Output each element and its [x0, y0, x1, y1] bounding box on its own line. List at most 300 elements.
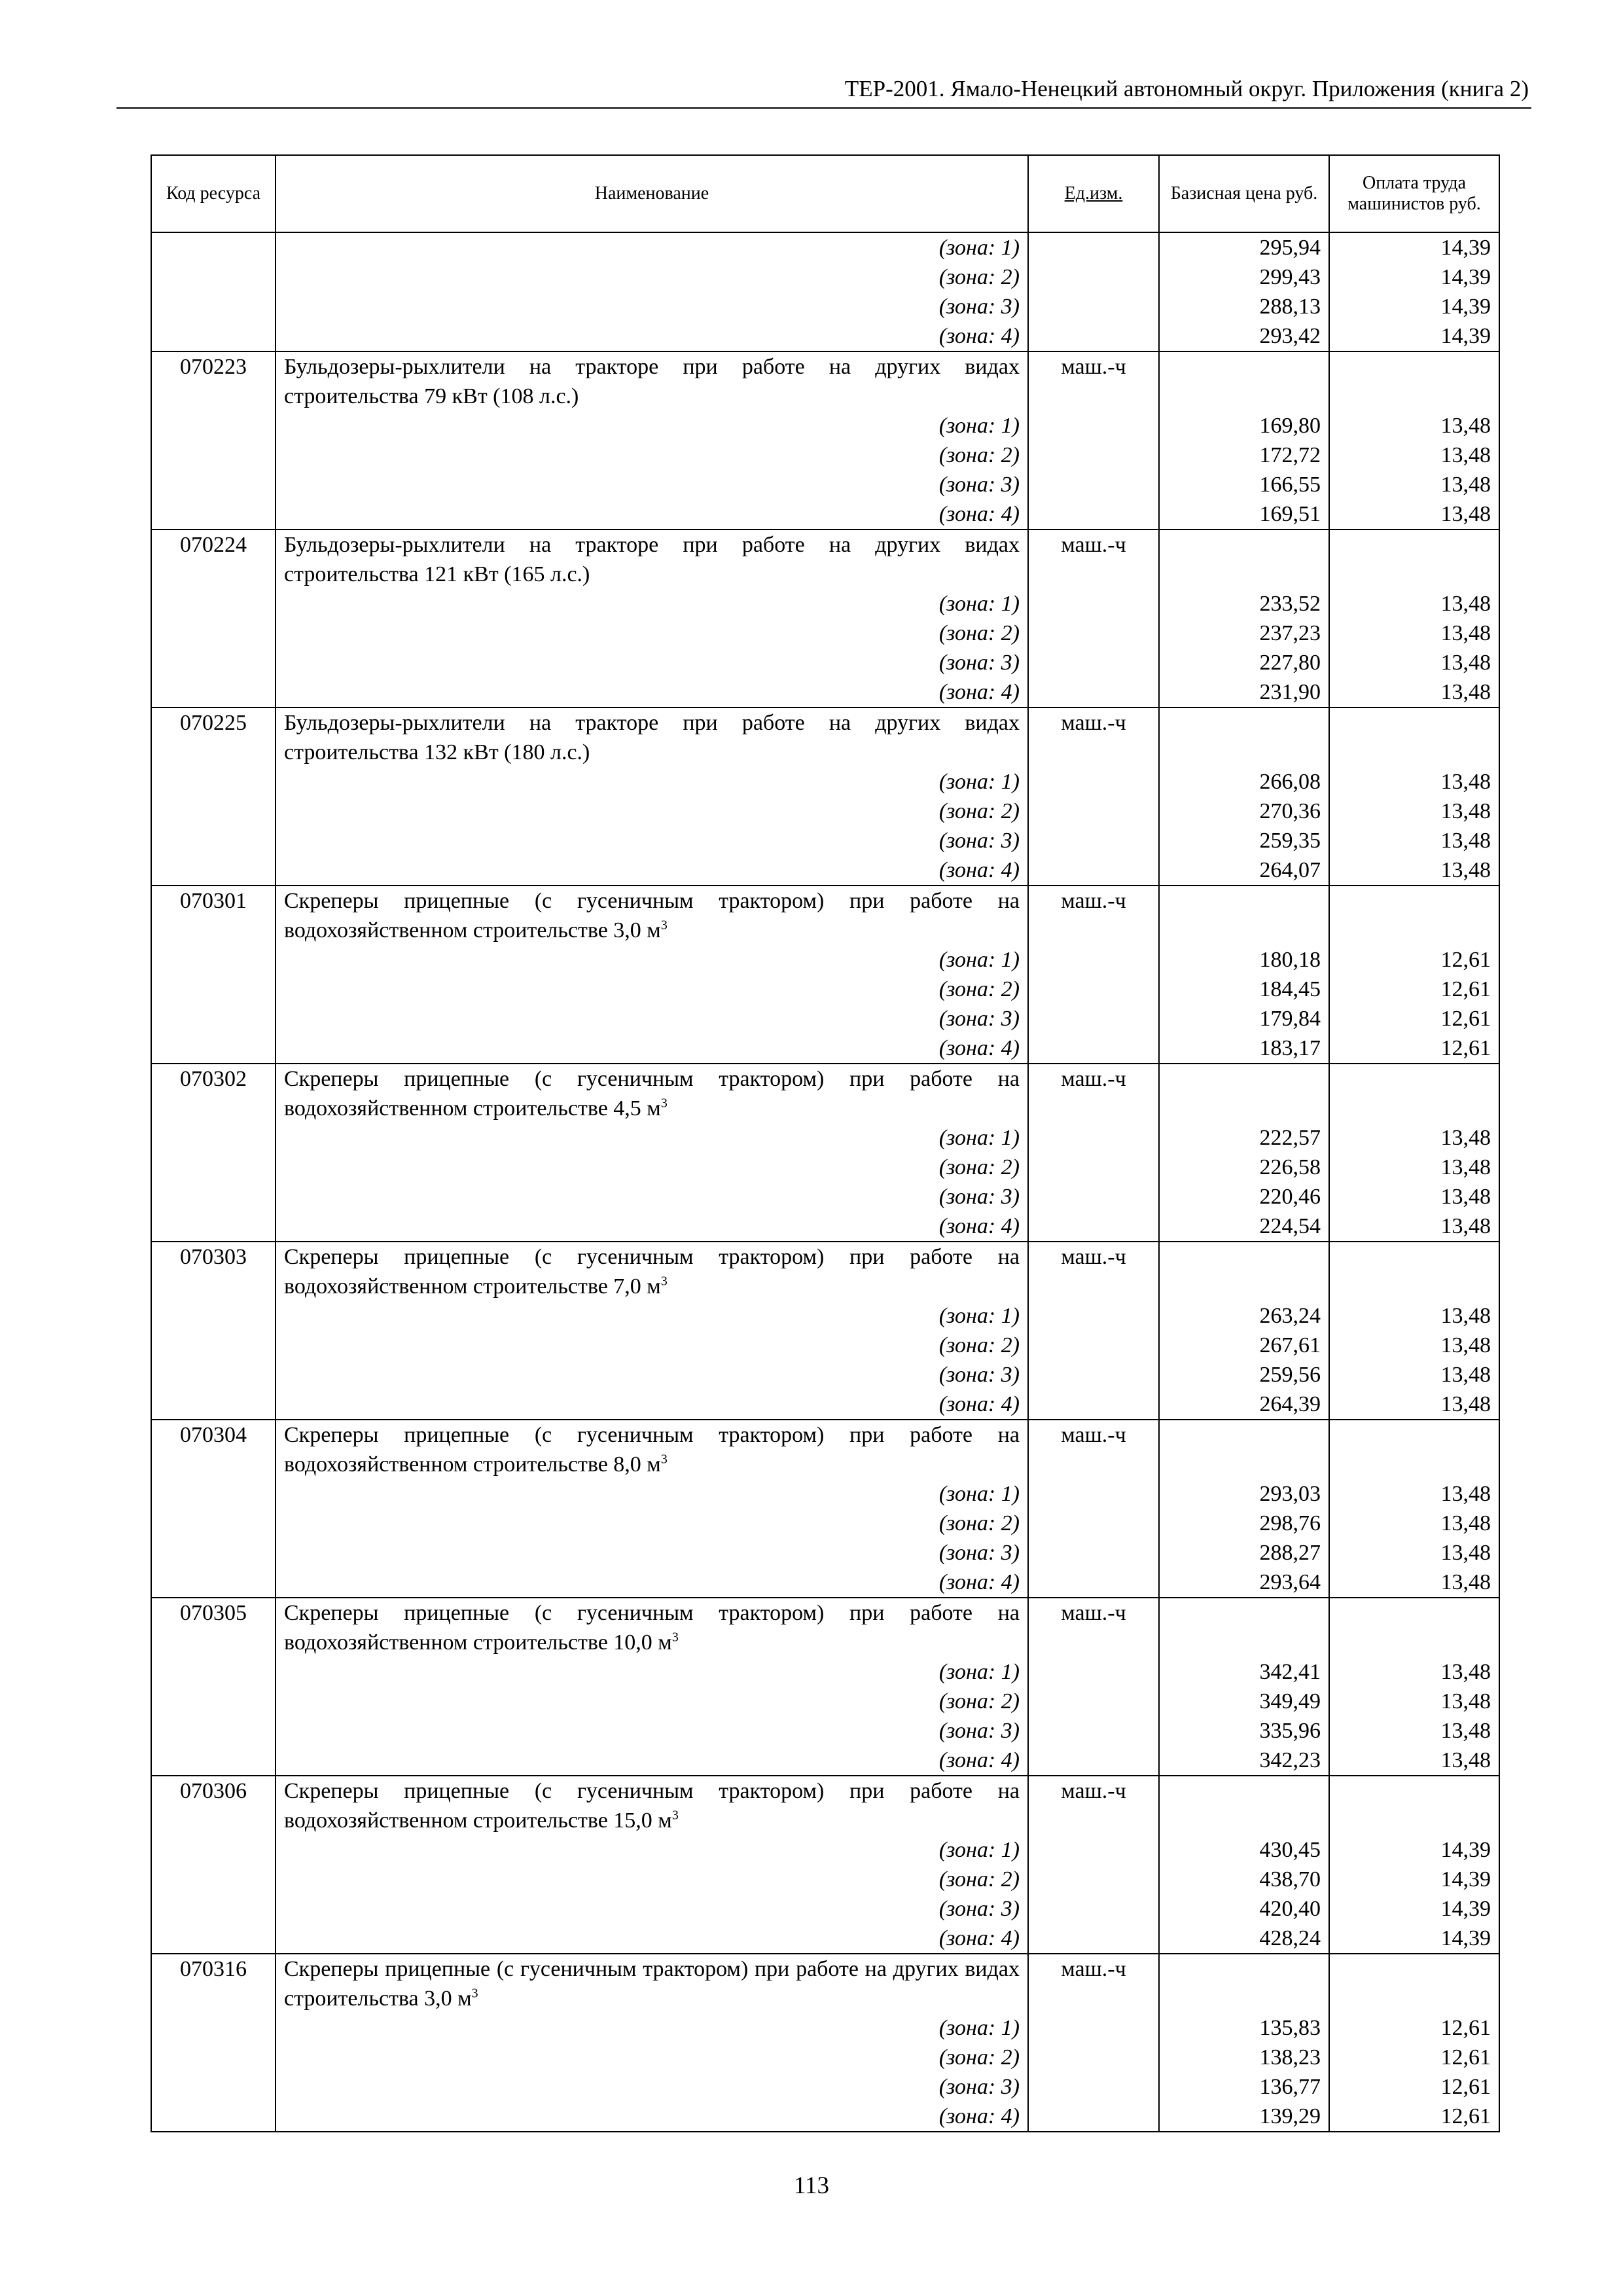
operator-wage: 13,48	[1329, 619, 1499, 648]
base-price: 288,27	[1159, 1538, 1329, 1568]
zone-label: (зона: 3)	[276, 470, 1028, 499]
resource-name	[276, 1242, 1028, 1301]
wage-cell-empty	[1329, 1598, 1499, 1657]
base-price: 259,35	[1159, 826, 1329, 855]
zone-label: (зона: 1)	[276, 411, 1028, 440]
zone-row	[151, 767, 1499, 797]
column-header-name: Наименование	[276, 155, 1028, 232]
operator-wage: 13,48	[1329, 1301, 1499, 1331]
column-header-wage: Оплата труда машинистов руб.	[1329, 155, 1499, 232]
zone-label: (зона: 3)	[276, 2072, 1028, 2102]
resource-name-text	[284, 886, 1020, 945]
table-row	[151, 1064, 1499, 1123]
code-cell-empty	[151, 262, 276, 292]
zone-row	[151, 1657, 1499, 1687]
operator-wage: 12,61	[1329, 945, 1499, 975]
resource-name-text	[284, 1064, 1020, 1123]
resource-name-words: Скреперы прицепные (с гусеничным трактором) при работе на водохозяйственном строительстве 10,0 м	[284, 1601, 1020, 1655]
operator-wage: 14,39	[1329, 292, 1499, 321]
zone-label: (зона: 1)	[276, 1835, 1028, 1865]
unit-cell-empty	[1028, 321, 1159, 351]
code-cell-empty	[151, 1568, 276, 1598]
resource-name	[276, 529, 1028, 589]
operator-wage: 12,61	[1329, 2102, 1499, 2132]
superscript: 3	[671, 1808, 679, 1823]
wage-cell-empty	[1329, 529, 1499, 589]
zone-label: (зона: 3)	[276, 1538, 1028, 1568]
resource-name-words: Скреперы прицепные (с гусеничным трактором) при работе на водохозяйственном строительстве 3,0 м	[284, 889, 1020, 942]
unit-cell-empty	[1028, 1390, 1159, 1420]
base-price: 180,18	[1159, 945, 1329, 975]
base-price: 293,42	[1159, 321, 1329, 351]
code-cell-empty	[151, 1182, 276, 1211]
zone-label: (зона: 1)	[276, 1657, 1028, 1687]
base-price: 179,84	[1159, 1004, 1329, 1033]
resource-name-words: Скреперы прицепные (с гусеничным трактором) при работе на водохозяйственном строительстве 7,0 м	[284, 1245, 1020, 1299]
operator-wage: 13,48	[1329, 648, 1499, 677]
zone-label: (зона: 2)	[276, 262, 1028, 292]
base-price: 139,29	[1159, 2102, 1329, 2132]
table-row	[151, 1420, 1499, 1479]
unit-cell-empty	[1028, 2102, 1159, 2132]
zone-row	[151, 1568, 1499, 1598]
base-price: 288,13	[1159, 292, 1329, 321]
resource-name-text	[284, 708, 1020, 767]
unit-header-label: Ед.изм.	[1064, 183, 1123, 204]
code-cell-empty	[151, 767, 276, 797]
operator-wage: 14,39	[1329, 262, 1499, 292]
resource-name-text	[284, 1954, 1020, 2013]
resource-name	[276, 1776, 1028, 1835]
unit-cell-empty	[1028, 1123, 1159, 1153]
operator-wage: 13,48	[1329, 1568, 1499, 1598]
unit-cell-empty	[1028, 470, 1159, 499]
base-price: 342,23	[1159, 1746, 1329, 1776]
resource-name-text	[284, 1776, 1020, 1835]
base-price: 299,43	[1159, 262, 1329, 292]
zone-row	[151, 1033, 1499, 1064]
unit-cell-empty	[1028, 440, 1159, 470]
base-price: 172,72	[1159, 440, 1329, 470]
base-price: 270,36	[1159, 797, 1329, 826]
zone-label: (зона: 4)	[276, 1390, 1028, 1420]
unit-cell-empty	[1028, 262, 1159, 292]
base-price: 264,07	[1159, 855, 1329, 886]
code-cell-empty	[151, 1865, 276, 1894]
zone-row	[151, 1479, 1499, 1509]
page-number: 113	[793, 2172, 830, 2199]
zone-row	[151, 797, 1499, 826]
zone-label: (зона: 4)	[276, 677, 1028, 708]
unit-cell-empty	[1028, 1835, 1159, 1865]
operator-wage: 14,39	[1329, 1865, 1499, 1894]
price-cell-empty	[1159, 1242, 1329, 1301]
zone-row	[151, 321, 1499, 351]
resource-name	[276, 708, 1028, 767]
zone-label: (зона: 3)	[276, 1716, 1028, 1746]
zone-row	[151, 1360, 1499, 1390]
unit-cell-empty	[1028, 767, 1159, 797]
table-header-row	[151, 155, 1499, 232]
code-cell-empty	[151, 321, 276, 351]
zone-row	[151, 1894, 1499, 1924]
base-price: 420,40	[1159, 1894, 1329, 1924]
base-price: 227,80	[1159, 648, 1329, 677]
base-price: 136,77	[1159, 2072, 1329, 2102]
code-cell-empty	[151, 292, 276, 321]
zone-row	[151, 589, 1499, 619]
resource-name	[276, 1598, 1028, 1657]
zone-row	[151, 1390, 1499, 1420]
wage-cell-empty	[1329, 708, 1499, 767]
operator-wage: 12,61	[1329, 2072, 1499, 2102]
zone-row	[151, 975, 1499, 1004]
unit-cell-empty	[1028, 1746, 1159, 1776]
unit-cell-empty	[1028, 1894, 1159, 1924]
code-cell-empty	[151, 855, 276, 886]
zone-label: (зона: 3)	[276, 292, 1028, 321]
code-cell-empty	[151, 1894, 276, 1924]
base-price: 342,41	[1159, 1657, 1329, 1687]
resource-name-words: Скреперы прицепные (с гусеничным трактором) при работе на водохозяйственном строительстве 4,5 м	[284, 1067, 1020, 1121]
zone-label: (зона: 3)	[276, 1360, 1028, 1390]
base-price: 220,46	[1159, 1182, 1329, 1211]
zone-row	[151, 1538, 1499, 1568]
operator-wage: 13,48	[1329, 470, 1499, 499]
operator-wage: 13,48	[1329, 797, 1499, 826]
resource-name	[276, 351, 1028, 411]
operator-wage: 12,61	[1329, 2013, 1499, 2043]
unit-of-measure: маш.-ч	[1028, 1064, 1159, 1123]
code-cell-empty	[151, 1033, 276, 1064]
unit-cell-empty	[1028, 1033, 1159, 1064]
operator-wage: 13,48	[1329, 1360, 1499, 1390]
resource-name-words: Скреперы прицепные (с гусеничным трактором) при работе на водохозяйственном строительстве 8,0 м	[284, 1423, 1020, 1477]
price-cell-empty	[1159, 529, 1329, 589]
superscript: 3	[660, 1096, 668, 1111]
unit-cell-empty	[1028, 2013, 1159, 2043]
zone-label: (зона: 2)	[276, 1153, 1028, 1182]
wage-cell-empty	[1329, 1954, 1499, 2013]
unit-cell-empty	[1028, 826, 1159, 855]
zone-row	[151, 1123, 1499, 1153]
unit-cell-empty	[1028, 1716, 1159, 1746]
zone-row	[151, 1746, 1499, 1776]
base-price: 428,24	[1159, 1924, 1329, 1954]
resource-name-words: Бульдозеры-рыхлители на тракторе при работе на других видах строительства 79 кВт (108 л.с.)	[284, 355, 1020, 408]
zone-label: (зона: 3)	[276, 1894, 1028, 1924]
operator-wage: 14,39	[1329, 1835, 1499, 1865]
superscript: 3	[660, 1452, 668, 1467]
zone-label: (зона: 4)	[276, 499, 1028, 529]
zone-row	[151, 2072, 1499, 2102]
base-price: 430,45	[1159, 1835, 1329, 1865]
unit-cell-empty	[1028, 1360, 1159, 1390]
base-price: 222,57	[1159, 1123, 1329, 1153]
unit-of-measure: маш.-ч	[1028, 886, 1159, 945]
code-cell-empty	[151, 2102, 276, 2132]
resource-code: 070304	[151, 1420, 276, 1479]
zone-label: (зона: 1)	[276, 2013, 1028, 2043]
operator-wage: 14,39	[1329, 1924, 1499, 1954]
zone-row	[151, 1716, 1499, 1746]
code-cell-empty	[151, 1360, 276, 1390]
wage-cell-empty	[1329, 886, 1499, 945]
unit-cell-empty	[1028, 1865, 1159, 1894]
base-price: 138,23	[1159, 2043, 1329, 2072]
code-cell-empty	[151, 2013, 276, 2043]
operator-wage: 12,61	[1329, 1004, 1499, 1033]
operator-wage: 13,48	[1329, 1746, 1499, 1776]
unit-of-measure: маш.-ч	[1028, 529, 1159, 589]
zone-row	[151, 2102, 1499, 2132]
zone-label: (зона: 1)	[276, 767, 1028, 797]
code-cell-empty	[151, 589, 276, 619]
unit-cell-empty	[1028, 1657, 1159, 1687]
operator-wage: 13,48	[1329, 767, 1499, 797]
superscript: 3	[671, 1630, 679, 1645]
operator-wage: 14,39	[1329, 321, 1499, 351]
unit-cell-empty	[1028, 1568, 1159, 1598]
unit-cell-empty	[1028, 411, 1159, 440]
wage-cell-empty	[1329, 1242, 1499, 1301]
code-cell-empty	[151, 648, 276, 677]
operator-wage: 13,48	[1329, 677, 1499, 708]
zone-label: (зона: 1)	[276, 589, 1028, 619]
price-cell-empty	[1159, 1954, 1329, 2013]
base-price: 226,58	[1159, 1153, 1329, 1182]
table-body	[151, 232, 1499, 2132]
unit-cell-empty	[1028, 1004, 1159, 1033]
table-row	[151, 708, 1499, 767]
zone-label: (зона: 2)	[276, 1331, 1028, 1360]
base-price: 233,52	[1159, 589, 1329, 619]
unit-cell-empty	[1028, 945, 1159, 975]
code-cell-empty	[151, 411, 276, 440]
unit-cell-empty	[1028, 1211, 1159, 1242]
operator-wage: 13,48	[1329, 1716, 1499, 1746]
code-cell-empty	[151, 470, 276, 499]
resource-name	[276, 1420, 1028, 1479]
code-cell-empty	[151, 1211, 276, 1242]
wage-cell-empty	[1329, 1420, 1499, 1479]
zone-row	[151, 1211, 1499, 1242]
table-row	[151, 351, 1499, 411]
operator-wage: 13,48	[1329, 411, 1499, 440]
resource-code: 070301	[151, 886, 276, 945]
zone-row	[151, 470, 1499, 499]
operator-wage: 13,48	[1329, 1509, 1499, 1538]
zone-row	[151, 619, 1499, 648]
zone-row	[151, 677, 1499, 708]
unit-cell-empty	[1028, 797, 1159, 826]
code-cell-empty	[151, 1746, 276, 1776]
base-price: 183,17	[1159, 1033, 1329, 1064]
column-header-price: Базисная цена руб.	[1159, 155, 1329, 232]
code-cell-empty	[151, 2043, 276, 2072]
code-cell-empty	[151, 1538, 276, 1568]
unit-cell-empty	[1028, 1687, 1159, 1716]
zone-row	[151, 1687, 1499, 1716]
zone-label: (зона: 4)	[276, 1746, 1028, 1776]
zone-label: (зона: 2)	[276, 440, 1028, 470]
base-price: 259,56	[1159, 1360, 1329, 1390]
unit-cell-empty	[1028, 677, 1159, 708]
wage-cell-empty	[1329, 1064, 1499, 1123]
column-header-code: Код ресурса	[151, 155, 276, 232]
zone-row	[151, 826, 1499, 855]
unit-of-measure: маш.-ч	[1028, 1420, 1159, 1479]
base-price: 169,51	[1159, 499, 1329, 529]
unit-of-measure: маш.-ч	[1028, 708, 1159, 767]
code-cell-empty	[151, 1123, 276, 1153]
zone-label: (зона: 1)	[276, 1301, 1028, 1331]
table-row	[151, 1954, 1499, 2013]
operator-wage: 12,61	[1329, 975, 1499, 1004]
resource-name-words: Скреперы прицепные (с гусеничным трактором) при работе на водохозяйственном строительстве 15,0 м	[284, 1779, 1020, 1833]
zone-label: (зона: 2)	[276, 1865, 1028, 1894]
resource-name-text	[284, 1242, 1020, 1301]
table-row	[151, 886, 1499, 945]
wage-cell-empty	[1329, 1776, 1499, 1835]
base-price: 224,54	[1159, 1211, 1329, 1242]
operator-wage: 13,48	[1329, 826, 1499, 855]
unit-cell-empty	[1028, 2072, 1159, 2102]
zone-row	[151, 855, 1499, 886]
operator-wage: 13,48	[1329, 1123, 1499, 1153]
resource-code: 070303	[151, 1242, 276, 1301]
code-cell-empty	[151, 1301, 276, 1331]
code-cell-empty	[151, 826, 276, 855]
base-price: 135,83	[1159, 2013, 1329, 2043]
base-price: 293,03	[1159, 1479, 1329, 1509]
unit-cell-empty	[1028, 1153, 1159, 1182]
operator-wage: 13,48	[1329, 1657, 1499, 1687]
zone-row	[151, 1301, 1499, 1331]
code-cell-empty	[151, 2072, 276, 2102]
operator-wage: 13,48	[1329, 1211, 1499, 1242]
resource-name	[276, 1954, 1028, 2013]
base-price: 438,70	[1159, 1865, 1329, 1894]
code-cell-empty	[151, 1004, 276, 1033]
unit-cell-empty	[1028, 2043, 1159, 2072]
base-price: 298,76	[1159, 1509, 1329, 1538]
operator-wage: 13,48	[1329, 1687, 1499, 1716]
superscript: 3	[660, 1274, 668, 1289]
operator-wage: 13,48	[1329, 855, 1499, 886]
base-price: 295,94	[1159, 232, 1329, 262]
zone-label: (зона: 4)	[276, 1033, 1028, 1064]
zone-label: (зона: 4)	[276, 855, 1028, 886]
page-header	[116, 73, 1531, 109]
operator-wage: 13,48	[1329, 499, 1499, 529]
code-cell-empty	[151, 797, 276, 826]
zone-label: (зона: 4)	[276, 321, 1028, 351]
unit-cell-empty	[1028, 1924, 1159, 1954]
unit-cell-empty	[1028, 1331, 1159, 1360]
code-cell-empty	[151, 1924, 276, 1954]
code-cell-empty	[151, 1331, 276, 1360]
base-price: 349,49	[1159, 1687, 1329, 1716]
zone-label: (зона: 1)	[276, 1123, 1028, 1153]
zone-row	[151, 1865, 1499, 1894]
base-price: 264,39	[1159, 1390, 1329, 1420]
zone-label: (зона: 2)	[276, 619, 1028, 648]
operator-wage: 13,48	[1329, 1538, 1499, 1568]
resource-name-text	[284, 352, 1020, 411]
price-cell-empty	[1159, 1598, 1329, 1657]
table-row	[151, 529, 1499, 589]
zone-row	[151, 232, 1499, 262]
price-cell-empty	[1159, 1420, 1329, 1479]
operator-wage: 14,39	[1329, 232, 1499, 262]
zone-label: (зона: 3)	[276, 648, 1028, 677]
code-cell-empty	[151, 1509, 276, 1538]
price-cell-empty	[1159, 1064, 1329, 1123]
zone-label: (зона: 3)	[276, 1004, 1028, 1033]
unit-cell-empty	[1028, 619, 1159, 648]
unit-of-measure: маш.-ч	[1028, 1598, 1159, 1657]
code-cell-empty	[151, 619, 276, 648]
superscript: 3	[660, 918, 668, 933]
zone-label: (зона: 2)	[276, 797, 1028, 826]
code-cell-empty	[151, 1835, 276, 1865]
zone-label: (зона: 4)	[276, 2102, 1028, 2132]
price-cell-empty	[1159, 351, 1329, 411]
code-cell-empty	[151, 1479, 276, 1509]
resource-code: 070306	[151, 1776, 276, 1835]
zone-row	[151, 292, 1499, 321]
price-cell-empty	[1159, 1776, 1329, 1835]
unit-of-measure: маш.-ч	[1028, 1776, 1159, 1835]
zone-row	[151, 1835, 1499, 1865]
base-price: 166,55	[1159, 470, 1329, 499]
zone-row	[151, 1331, 1499, 1360]
operator-wage: 13,48	[1329, 440, 1499, 470]
price-cell-empty	[1159, 708, 1329, 767]
zone-label: (зона: 4)	[276, 1924, 1028, 1954]
table-row	[151, 1242, 1499, 1301]
resource-name-words: Бульдозеры-рыхлители на тракторе при работе на других видах строительства 121 кВт (165 л.с.)	[284, 533, 1020, 586]
zone-label: (зона: 1)	[276, 232, 1028, 262]
zone-row	[151, 1004, 1499, 1033]
zone-row	[151, 411, 1499, 440]
base-price: 237,23	[1159, 619, 1329, 648]
resource-code: 070223	[151, 351, 276, 411]
zone-row	[151, 1182, 1499, 1211]
resource-code: 070302	[151, 1064, 276, 1123]
operator-wage: 12,61	[1329, 2043, 1499, 2072]
operator-wage: 13,48	[1329, 1331, 1499, 1360]
zone-label: (зона: 4)	[276, 1211, 1028, 1242]
zone-row	[151, 1924, 1499, 1954]
operator-wage: 13,48	[1329, 589, 1499, 619]
zone-row	[151, 262, 1499, 292]
zone-label: (зона: 2)	[276, 2043, 1028, 2072]
zone-row	[151, 2013, 1499, 2043]
zone-row	[151, 1153, 1499, 1182]
base-price: 231,90	[1159, 677, 1329, 708]
resource-code: 070224	[151, 529, 276, 589]
table-row	[151, 1776, 1499, 1835]
operator-wage: 13,48	[1329, 1479, 1499, 1509]
table-row	[151, 1598, 1499, 1657]
unit-cell-empty	[1028, 1509, 1159, 1538]
zone-label: (зона: 3)	[276, 826, 1028, 855]
unit-cell-empty	[1028, 855, 1159, 886]
base-price: 335,96	[1159, 1716, 1329, 1746]
unit-cell-empty	[1028, 648, 1159, 677]
